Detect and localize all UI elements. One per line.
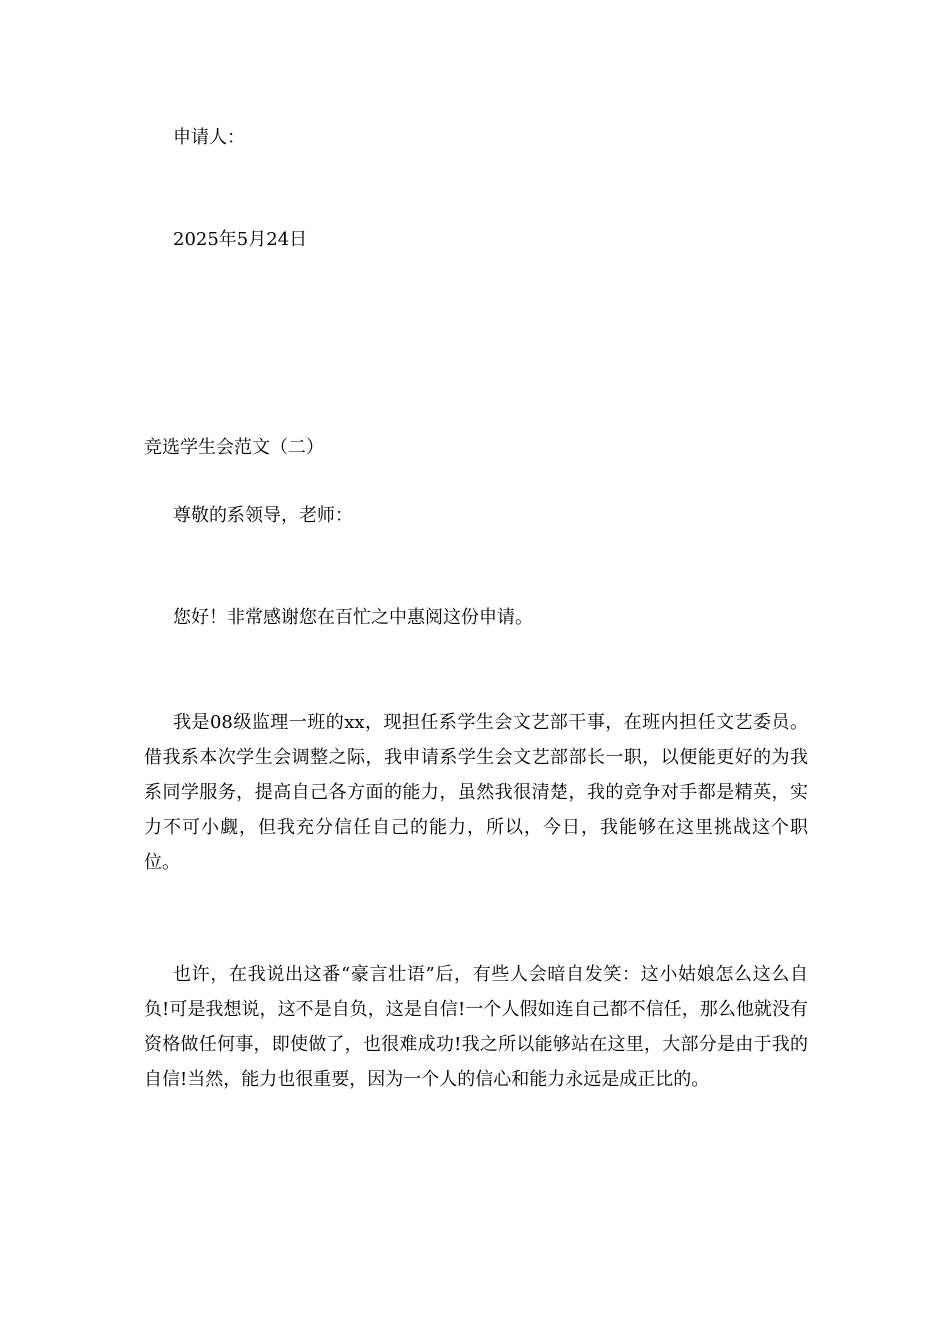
applicant-label: 申请人： bbox=[173, 127, 245, 148]
section-title: 竞选学生会范文（二） bbox=[144, 437, 324, 458]
salutation: 尊敬的系领导，老师： bbox=[173, 505, 353, 526]
body-paragraph: 我是08级监理一班的xx，现担任系学生会文艺部干事，在班内担任文艺委员。借我系本次学生会调整之际，我申请系学生会文艺部部长一职，以便能更好的为我系同学服务，提高自己各方面的能力，虽然我很清楚，我的竞争对手都是精英，实力不可小觑，但我充分信任自己的能力，所以，今日，我能够在这里挑战这个职位。 bbox=[144, 712, 808, 873]
body-paragraph: 也许，在我说出这番“豪言壮语”后，有些人会暗自发笑：这小姑娘怎么这么自负!可是我想说，这不是自负，这是自信!一个人假如连自己都不信任，那么他就没有资格做任何事，即使做了，也很难成功!我之所以能够站在这里，大部分是由于我的自信!当然，能力也很重要，因为一个人的信心和能力永远是成正比的。 bbox=[144, 964, 808, 1090]
greeting-line: 您好！非常感谢您在百忙之中惠阅这份申请。 bbox=[173, 607, 533, 628]
application-date: 2025年5月24日 bbox=[173, 229, 308, 250]
